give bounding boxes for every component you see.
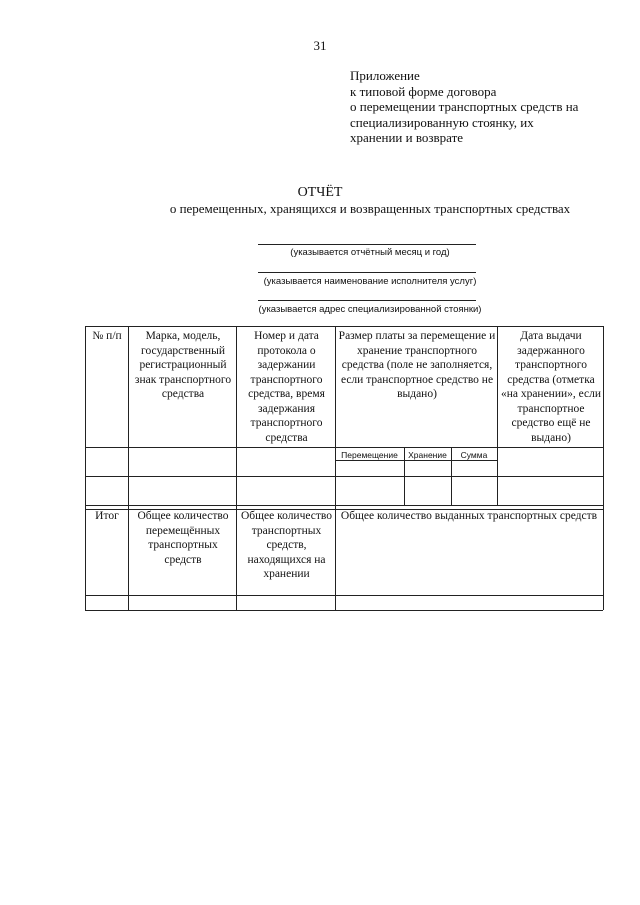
report-subtitle: о перемещенных, хранящихся и возвращенных транспортных средствах [169, 201, 571, 216]
total-moved: Общее количество перемещённых транспортных средств [137, 510, 229, 566]
header-issue-date: Дата выдачи задержанного транспортного средства (отметка «на хранении», если транспортное средство ещё не выдано) [500, 330, 602, 444]
header-protocol: Номер и дата протокола о задержании транспортного средства, время задержания транспортного средства [248, 330, 325, 444]
table-grid-line [128, 326, 129, 610]
table-grid-line [85, 447, 603, 448]
total-issued: Общее количество выданных транспортных средств [340, 510, 598, 522]
header-fee: Размер платы за перемещение и хранение транспортного средства (поле не заполняется, если транспортное средство не выдано) [338, 330, 496, 400]
appendix-line: к типовой форме договора [350, 83, 497, 99]
total-stored: Общее количество транспортных средств, находящихся на хранении [241, 510, 332, 580]
totals-label: Итог [95, 510, 119, 522]
header-make-model-plate: Марка, модель, государственный регистрационный знак транспортного средства [134, 330, 232, 400]
month-year-caption: (указывается отчётный месяц и год) [290, 247, 450, 258]
page-number: 31 [313, 38, 327, 53]
table-grid-line [85, 505, 603, 506]
table-grid-line [335, 326, 336, 610]
appendix-line: о перемещении транспортных средств на [350, 99, 579, 114]
table-border-right [603, 326, 604, 610]
table-grid-line [236, 326, 237, 610]
contractor-caption: (указывается наименование исполнителя услуг) [263, 276, 477, 287]
table-grid-line [497, 326, 498, 505]
header-number: № п/п [92, 330, 122, 342]
table-grid-line [335, 460, 497, 461]
subheader-storage: Хранение [408, 450, 447, 460]
report-title: ОТЧЁТ [297, 185, 343, 200]
table-border-bottom [85, 610, 603, 611]
table-grid-line [85, 476, 603, 477]
table-grid-line [85, 595, 603, 596]
appendix-line: специализированную стоянку, их [350, 114, 534, 130]
table-border-left [85, 326, 86, 610]
subheader-total: Сумма [460, 450, 488, 460]
parking-address-caption: (указывается адрес специализированной стоянки) [258, 304, 482, 315]
subheader-relocation: Перемещение [341, 450, 398, 460]
appendix-line: Приложение [350, 68, 420, 83]
table-border-top [85, 326, 603, 327]
appendix-line: хранении и возврате [350, 130, 464, 145]
